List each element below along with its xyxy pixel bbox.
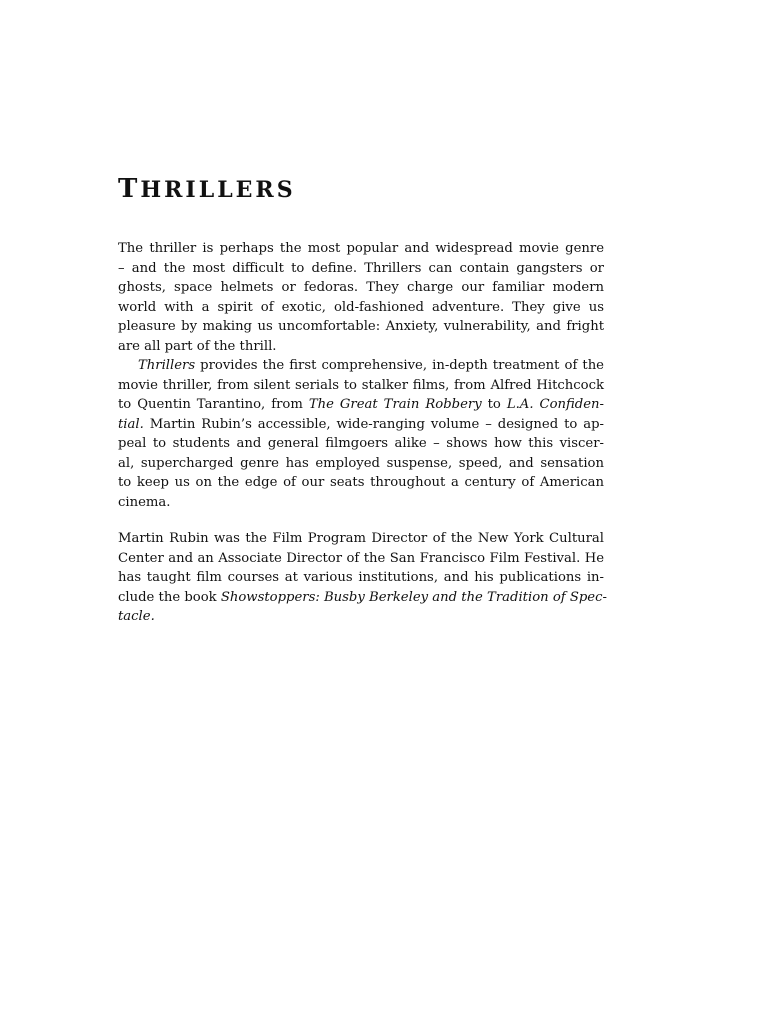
text-line: has taught film courses at various institutions, and his publications in-	[118, 570, 604, 585]
book-title-italic: Showstoppers: Busby Berkeley and the Tradition of Spec-	[220, 589, 607, 605]
text-span: to	[481, 397, 507, 412]
title-initial: T	[118, 174, 141, 204]
text-line: The thriller is perhaps the most popular and widespread movie genre	[118, 241, 604, 256]
text-line: movie thriller, from silent serials to stalker films, from Alfred Hitchcock	[118, 377, 604, 393]
film-title-italic: L.A. Confiden-	[506, 397, 604, 412]
text-line: tacle.	[118, 609, 155, 624]
text-line: Martin Rubin was the Film Program Director of the New York Cultural	[118, 531, 604, 546]
page-title	[118, 174, 296, 205]
text-line	[118, 395, 604, 415]
film-title-italic: The Great Train Robbery	[308, 397, 482, 412]
paragraph-description	[118, 356, 604, 512]
text-line: pleasure by making us uncomfortable: Anxiety, vulnerability, and fright	[118, 319, 604, 334]
text-line	[118, 356, 604, 376]
text-line	[118, 588, 607, 608]
text-line: to keep us on the edge of our seats throughout a century of American	[118, 475, 604, 490]
film-title-italic: tial.	[118, 416, 144, 432]
text-span: provides the first comprehensive, in-depth treatment of the	[195, 358, 604, 373]
text-line: – and the most difficult to define. Thrillers can contain gangsters or	[118, 260, 604, 276]
text-span: Martin Rubin’s accessible, wide-ranging volume – designed to ap-	[143, 416, 604, 432]
text-line: ghosts, space helmets or fedoras. They charge our familiar modern	[118, 280, 604, 295]
text-line: cinema.	[118, 494, 171, 510]
title-rest: HRILLERS	[140, 177, 296, 203]
paragraph-intro	[118, 239, 604, 356]
text-line: world with a spirit of exotic, old-fashioned adventure. They give us	[118, 299, 604, 315]
text-line: al, supercharged genre has employed suspense, speed, and sensation	[118, 455, 604, 471]
book-title-italic: Thrillers	[138, 358, 196, 373]
text-span: clude the book	[118, 589, 221, 605]
text-line	[118, 415, 604, 435]
text-line: Center and an Associate Director of the San Francisco Film Festival. He	[118, 550, 604, 566]
text-span: to Quentin Tarantino, from	[118, 397, 309, 412]
text-line: are all part of the thrill.	[118, 338, 277, 354]
paragraph-author-bio	[118, 529, 607, 627]
text-line: peal to students and general filmgoers alike – shows how this viscer-	[118, 436, 604, 451]
